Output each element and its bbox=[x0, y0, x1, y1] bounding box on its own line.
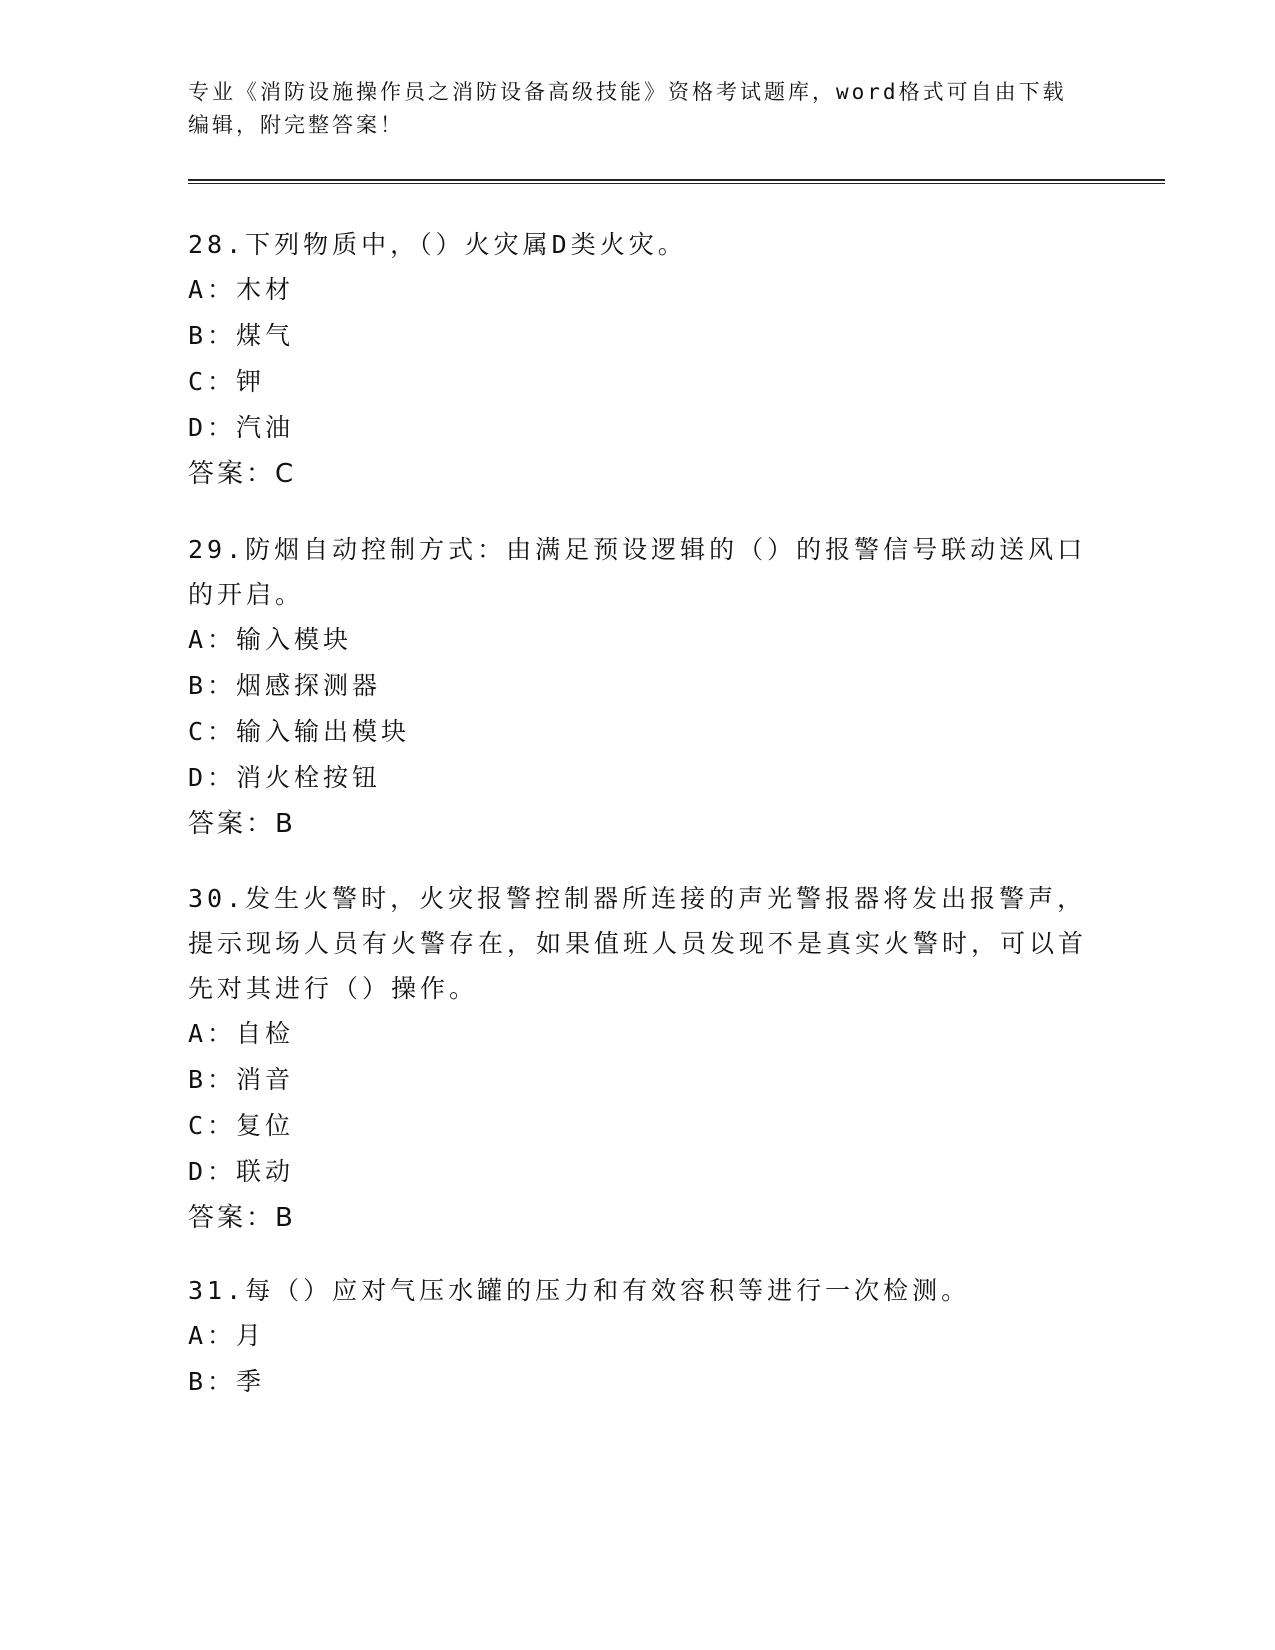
option-b: B：煤气 bbox=[188, 321, 295, 350]
option-d: D：联动 bbox=[188, 1157, 295, 1186]
option-a: A：月 bbox=[188, 1321, 266, 1350]
question-28 bbox=[188, 222, 1088, 497]
option-b: B：季 bbox=[188, 1367, 266, 1396]
option-c: C：复位 bbox=[188, 1111, 295, 1140]
answer-line: 答案：B bbox=[188, 1203, 296, 1233]
option-a: A：输入模块 bbox=[188, 625, 353, 654]
header-divider bbox=[188, 179, 1165, 184]
question-stem: 31.每（）应对气压水罐的压力和有效容积等进行一次检测。 bbox=[188, 1276, 971, 1305]
question-31 bbox=[188, 1268, 1088, 1405]
option-c: C：输入输出模块 bbox=[188, 717, 411, 746]
answer-line: 答案：B bbox=[188, 809, 296, 839]
option-b: B：消音 bbox=[188, 1065, 295, 1094]
question-stem: 30.发生火警时，火灾报警控制器所连接的声光警报器将发出报警声，提示现场人员有火警存在，如果值班人员发现不是真实火警时，可以首先对其进行（）操作。 bbox=[188, 884, 1088, 1003]
option-a: A：自检 bbox=[188, 1019, 295, 1048]
document-header: 专业《消防设施操作员之消防设备高级技能》资格考试题库，word格式可自由下载编辑，附完整答案！ bbox=[188, 80, 1067, 137]
question-stem: 28.下列物质中，（）火灾属D类火灾。 bbox=[188, 230, 687, 259]
question-stem: 29.防烟自动控制方式：由满足预设逻辑的（）的报警信号联动送风口的开启。 bbox=[188, 535, 1087, 609]
option-d: D：消火栓按钮 bbox=[188, 763, 382, 792]
answer-line: 答案：C bbox=[188, 459, 297, 489]
question-29 bbox=[188, 527, 1088, 847]
question-30 bbox=[188, 876, 1088, 1241]
option-c: C：钾 bbox=[188, 367, 266, 396]
option-b: B：烟感探测器 bbox=[188, 671, 382, 700]
option-d: D：汽油 bbox=[188, 413, 295, 442]
option-a: A：木材 bbox=[188, 275, 295, 304]
